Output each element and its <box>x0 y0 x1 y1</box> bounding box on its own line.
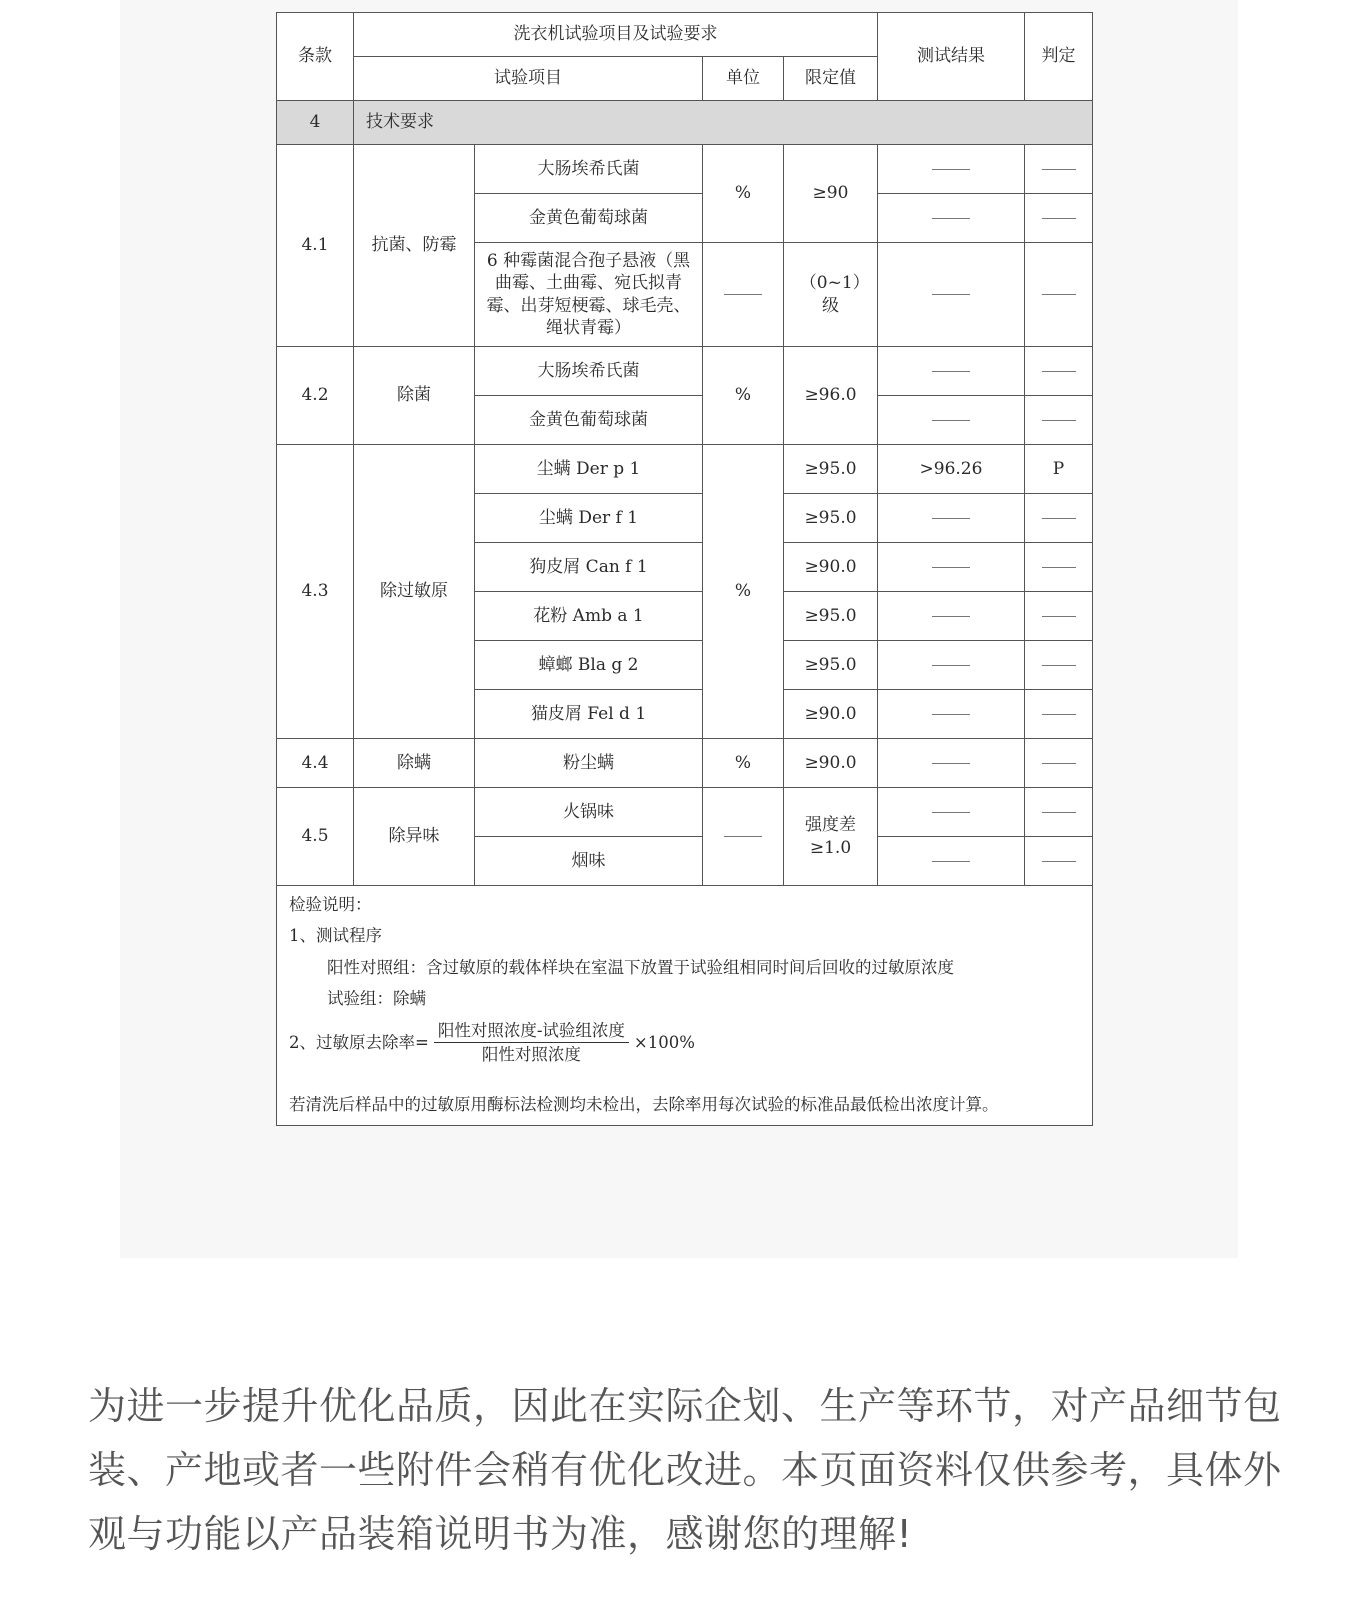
limit-cell: （0~1）级 <box>784 243 878 347</box>
verdict-cell <box>1025 243 1093 347</box>
result-cell <box>878 837 1025 886</box>
table-row <box>277 788 1093 837</box>
verdict-cell <box>1025 543 1093 592</box>
limit-cell: ≥96.0 <box>784 347 878 445</box>
unit-cell: % <box>703 347 784 445</box>
sub-item: 猫皮屑 Fel d 1 <box>475 690 703 739</box>
header-clause: 条款 <box>277 13 354 101</box>
limit-cell: ≥90.0 <box>784 690 878 739</box>
formula-denominator: 阳性对照浓度 <box>481 1045 581 1065</box>
result-cell <box>878 543 1025 592</box>
result-cell <box>878 194 1025 243</box>
result-cell <box>878 347 1025 396</box>
limit-cell: ≥90 <box>784 145 878 243</box>
verdict-cell: P <box>1025 445 1093 494</box>
limit-cell: 强度差≥1.0 <box>784 788 878 886</box>
item-name: 抗菌、防霉 <box>354 145 475 347</box>
limit-cell: ≥95.0 <box>784 592 878 641</box>
verdict-cell <box>1025 641 1093 690</box>
unit-cell <box>703 243 784 347</box>
notes-positive-control: 阳性对照组：含过敏原的载体样块在室温下放置于试验组相同时间后回收的过敏原浓度 <box>327 957 954 977</box>
notes-test-group: 试验组：除螨 <box>327 989 426 1009</box>
table-row <box>277 145 1093 194</box>
unit-cell <box>703 788 784 886</box>
result-cell <box>878 739 1025 788</box>
verdict-cell <box>1025 145 1093 194</box>
notes-row <box>277 886 1093 1126</box>
table-row <box>277 445 1093 494</box>
header-unit: 单位 <box>703 57 784 101</box>
header-result: 测试结果 <box>878 13 1025 101</box>
item-name: 除螨 <box>354 739 475 788</box>
section-title: 技术要求 <box>354 101 1093 145</box>
clause-no: 4.2 <box>277 347 354 445</box>
limit-cell: ≥90.0 <box>784 543 878 592</box>
formula-numerator: 阳性对照浓度-试验组浓度 <box>434 1020 629 1043</box>
sub-item: 大肠埃希氏菌 <box>475 145 703 194</box>
clause-no: 4.4 <box>277 739 354 788</box>
result-cell <box>878 690 1025 739</box>
notes-remark: 若清洗后样品中的过敏原用酶标法检测均未检出，去除率用每次试验的标准品最低检出浓度计算。 <box>289 1094 999 1114</box>
unit-cell: % <box>703 739 784 788</box>
section-no: 4 <box>277 101 354 145</box>
header-row-1 <box>277 13 1093 57</box>
table-row <box>277 347 1093 396</box>
result-cell <box>878 396 1025 445</box>
clause-no: 4.3 <box>277 445 354 739</box>
verdict-cell <box>1025 837 1093 886</box>
result-cell <box>878 592 1025 641</box>
formula-suffix: ×100% <box>633 1032 695 1052</box>
verdict-cell <box>1025 788 1093 837</box>
formula-label: 2、过敏原去除率= <box>289 1032 429 1052</box>
header-group-title: 洗衣机试验项目及试验要求 <box>354 13 878 57</box>
sub-item: 狗皮屑 Can f 1 <box>475 543 703 592</box>
header-limit: 限定值 <box>784 57 878 101</box>
verdict-cell <box>1025 739 1093 788</box>
verdict-cell <box>1025 396 1093 445</box>
result-cell <box>878 788 1025 837</box>
sub-item: 蟑螂 Bla g 2 <box>475 641 703 690</box>
formula-fraction <box>434 1020 629 1066</box>
header-verdict: 判定 <box>1025 13 1093 101</box>
verdict-cell <box>1025 592 1093 641</box>
item-name: 除异味 <box>354 788 475 886</box>
item-name: 除菌 <box>354 347 475 445</box>
verdict-cell <box>1025 347 1093 396</box>
limit-cell: ≥95.0 <box>784 445 878 494</box>
header-item: 试验项目 <box>354 57 703 101</box>
sub-item: 6 种霉菌混合孢子悬液（黑曲霉、土曲霉、宛氏拟青霉、出芽短梗霉、球毛壳、绳状青霉） <box>475 243 703 347</box>
test-spec-table <box>276 12 1093 1126</box>
section-row <box>277 101 1093 145</box>
sub-item: 花粉 Amb a 1 <box>475 592 703 641</box>
result-cell <box>878 243 1025 347</box>
limit-cell: ≥95.0 <box>784 641 878 690</box>
result-cell <box>878 494 1025 543</box>
sub-item: 大肠埃希氏菌 <box>475 347 703 396</box>
disclaimer-text: 为进一步提升优化品质，因此在实际企划、生产等环节，对产品细节包装、产地或者一些附件会稍有优化改进。本页面资料仅供参考，具体外观与功能以产品装箱说明书为准，感谢您的理解! <box>88 1384 1282 1556</box>
unit-cell: % <box>703 145 784 243</box>
verdict-cell <box>1025 494 1093 543</box>
sub-item: 尘螨 Der f 1 <box>475 494 703 543</box>
result-cell: >96.26 <box>878 445 1025 494</box>
unit-cell: % <box>703 445 784 739</box>
sub-item: 金黄色葡萄球菌 <box>475 396 703 445</box>
sub-item: 尘螨 Der p 1 <box>475 445 703 494</box>
clause-no: 4.1 <box>277 145 354 347</box>
removal-rate-formula <box>289 1020 1080 1066</box>
test-notes <box>277 886 1093 1126</box>
limit-cell: ≥95.0 <box>784 494 878 543</box>
limit-cell: ≥90.0 <box>784 739 878 788</box>
sub-item: 火锅味 <box>475 788 703 837</box>
verdict-cell <box>1025 690 1093 739</box>
notes-step-1: 1、测试程序 <box>289 926 382 946</box>
item-name: 除过敏原 <box>354 445 475 739</box>
result-cell <box>878 641 1025 690</box>
table-row <box>277 739 1093 788</box>
clause-no: 4.5 <box>277 788 354 886</box>
result-cell <box>878 145 1025 194</box>
sub-item: 金黄色葡萄球菌 <box>475 194 703 243</box>
notes-title: 检验说明： <box>289 895 372 914</box>
sub-item: 粉尘螨 <box>475 739 703 788</box>
verdict-cell <box>1025 194 1093 243</box>
sub-item: 烟味 <box>475 837 703 886</box>
